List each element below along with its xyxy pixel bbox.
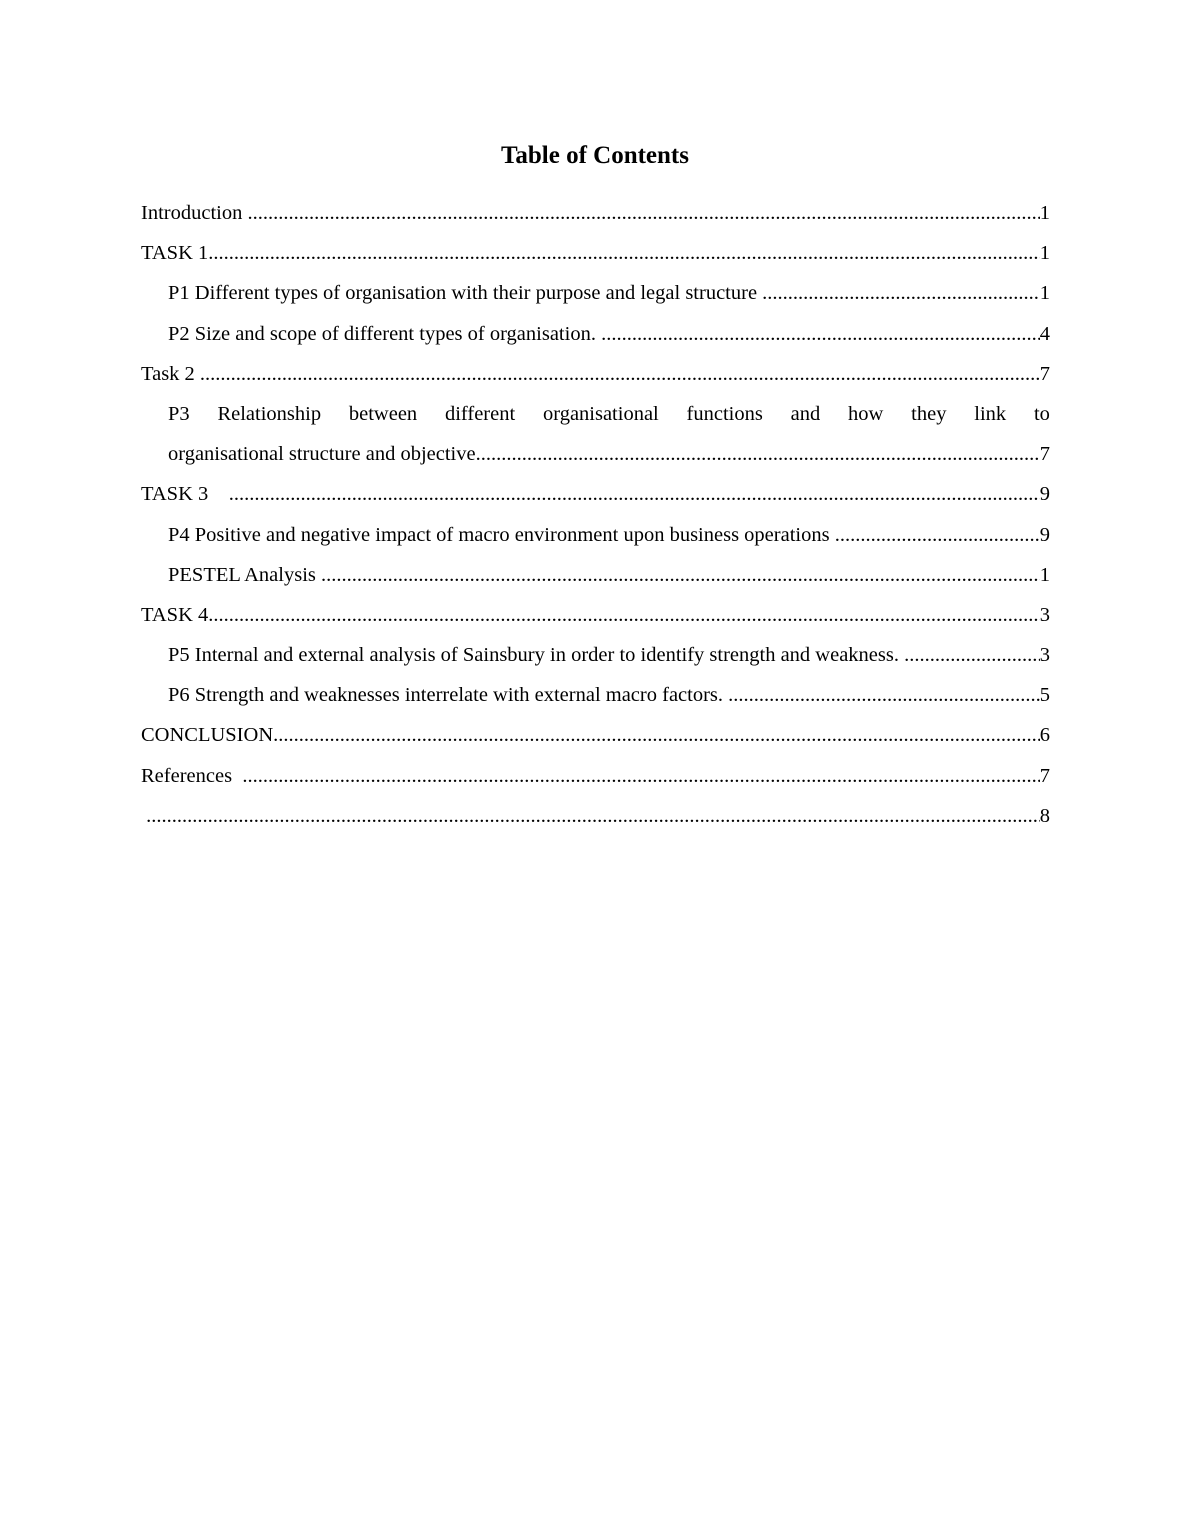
toc-page-number: 7 [1039, 443, 1050, 466]
toc-dot-leader [242, 756, 1039, 796]
toc-entry-pestel[interactable] [141, 555, 1050, 595]
toc-entry-p5[interactable] [141, 635, 1050, 675]
toc-dot-leader [200, 354, 1040, 394]
toc-page-number: 3 [1039, 644, 1050, 667]
toc-entry-p2[interactable] [141, 314, 1050, 354]
toc-dot-leader [229, 474, 1040, 514]
toc-page-number: 6 [1039, 724, 1050, 747]
toc-dot-leader [273, 715, 1040, 755]
toc-entry-label: P1 Different types of organisation with their purpose and legal structure [168, 273, 762, 313]
toc-entry-untitled[interactable] [141, 796, 1050, 836]
toc-entry-label: Task 2 [141, 354, 200, 394]
toc-word: how [848, 402, 884, 425]
toc-entry-introduction[interactable] [141, 193, 1050, 233]
toc-entry-label-line-1 [168, 394, 1050, 434]
toc-dot-leader [601, 314, 1040, 354]
toc-word: organisational [542, 402, 659, 425]
toc-entry-label: TASK 3 [141, 474, 229, 514]
toc-entry-references[interactable] [141, 756, 1050, 796]
toc-entry-conclusion[interactable] [141, 715, 1050, 755]
toc-entry-label: PESTEL Analysis [168, 555, 321, 595]
toc-entry-label: P2 Size and scope of different types of organisation. [168, 314, 601, 354]
toc-entry-label: P5 Internal and external analysis of Sainsbury in order to identify strength and weakness. [168, 635, 904, 675]
toc-entry-p6[interactable] [141, 675, 1050, 715]
toc-entry-p3[interactable] [141, 394, 1050, 474]
toc-entry-label: TASK 1 [141, 233, 208, 273]
toc-list [141, 193, 1050, 836]
toc-page-number: 1 [1039, 202, 1050, 224]
toc-dot-leader [321, 555, 1040, 595]
toc-word: to [1033, 402, 1050, 425]
toc-dot-leader [208, 595, 1039, 635]
toc-word: different [444, 402, 516, 425]
toc-entry-p1[interactable] [141, 273, 1050, 313]
toc-page-number: 5 [1039, 684, 1050, 707]
toc-page-number: 7 [1039, 764, 1050, 787]
toc-dot-leader [146, 796, 1040, 836]
toc-page-number: 7 [1039, 362, 1050, 385]
toc-page-number: 1 [1039, 563, 1050, 586]
toc-page-number: 1 [1039, 282, 1050, 305]
toc-entry-label: P6 Strength and weaknesses interrelate with external macro factors. [168, 675, 728, 715]
toc-entry-task-3[interactable] [141, 474, 1050, 514]
toc-page-number: 1 [1039, 242, 1050, 265]
toc-dot-leader [835, 515, 1040, 555]
toc-page-number: 8 [1039, 804, 1050, 827]
toc-entry-task-4[interactable] [141, 595, 1050, 635]
toc-dot-leader [762, 273, 1040, 313]
toc-word: and [790, 402, 821, 425]
toc-entry-label: CONCLUSION [141, 715, 273, 755]
toc-title: Table of Contents [501, 142, 689, 169]
toc-word: link [974, 402, 1007, 425]
toc-entry-label: Introduction [141, 193, 247, 233]
toc-entry-task-1[interactable] [141, 233, 1050, 273]
toc-dot-leader [728, 675, 1040, 715]
toc-entry-label: TASK 4 [141, 595, 208, 635]
toc-word: they [911, 402, 947, 425]
toc-dot-leader [247, 193, 1039, 233]
toc-entry-label: P4 Positive and negative impact of macro environment upon business operations [168, 515, 835, 555]
toc-page-number: 9 [1039, 483, 1050, 506]
toc-dot-leader [476, 434, 1040, 474]
toc-page-number: 4 [1039, 322, 1050, 345]
toc-entry-label-line-2: organisational structure and objective [168, 434, 476, 474]
toc-word: P3 [168, 402, 190, 425]
toc-word: between [348, 402, 418, 425]
toc-dot-leader [904, 635, 1040, 675]
toc-page-number: 9 [1039, 523, 1050, 546]
toc-word: functions [686, 402, 763, 425]
toc-dot-leader [208, 233, 1039, 273]
toc-word: Relationship [217, 402, 322, 425]
toc-entry-task-2[interactable] [141, 354, 1050, 394]
toc-entry-label: References [141, 756, 242, 796]
toc-entry-p4[interactable] [141, 515, 1050, 555]
toc-page-number: 3 [1039, 603, 1050, 626]
